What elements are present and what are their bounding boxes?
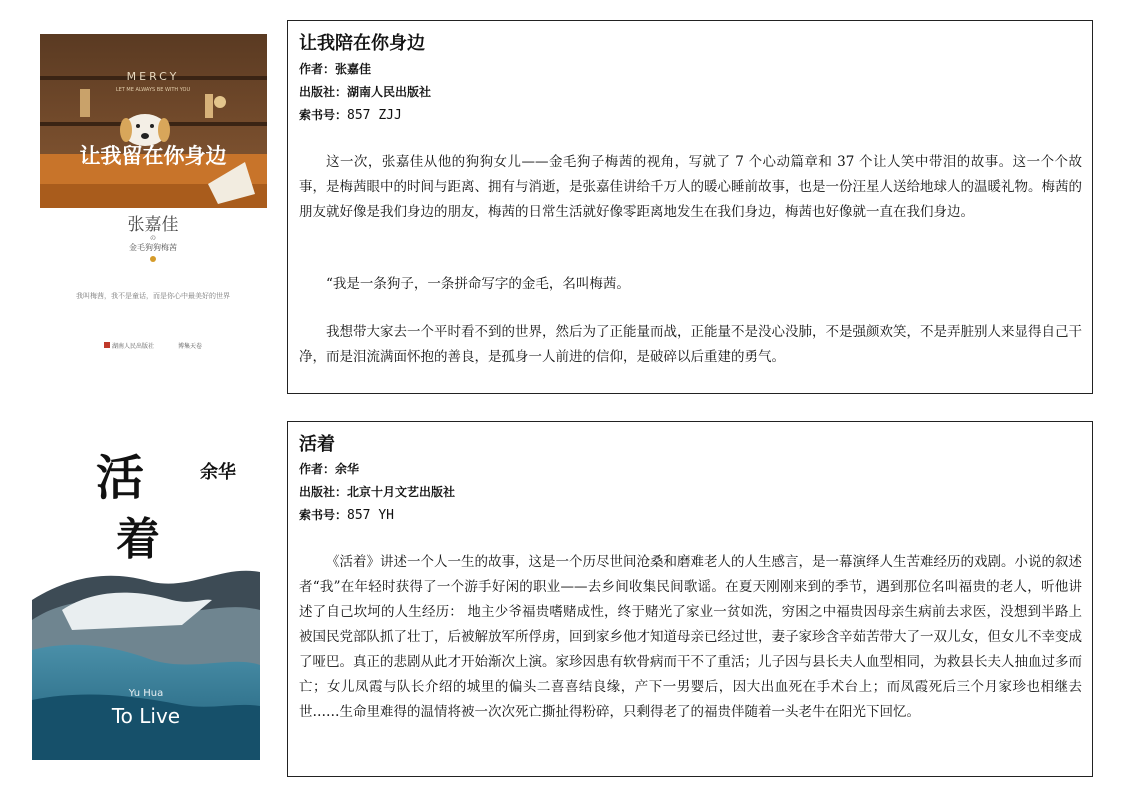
cover-author: 张嘉佳 bbox=[127, 215, 179, 235]
book-entry-1 bbox=[287, 20, 1093, 394]
description-paragraph: “我是一条狗子，一条拼命写字的金毛，名叫梅茜。 bbox=[326, 276, 630, 292]
publisher-label: 出版社： bbox=[299, 85, 348, 99]
publisher-line bbox=[299, 81, 431, 104]
call-number: 857 YH bbox=[347, 508, 394, 523]
call-number-line bbox=[299, 104, 431, 127]
book-title: 活着 bbox=[299, 434, 335, 455]
cover-dot bbox=[150, 256, 156, 262]
cover-title-2: 着 bbox=[116, 514, 160, 565]
book-cover-2 bbox=[32, 450, 260, 760]
book-meta bbox=[299, 58, 431, 127]
author-line bbox=[299, 58, 431, 81]
cover-author-pinyin: Yu Hua bbox=[128, 688, 164, 699]
description-paragraph: 我想带大家去一个平时看不到的世界，然后为了正能量而战，正能量不是没心没肺，不是强颜欢笑，不是弄脏别人来显得自己干净，而是泪流满面怀抱的善良，是孤身一人前进的信仰，是破碎以后重建的勇气。 bbox=[299, 324, 1082, 365]
publisher-line bbox=[299, 481, 455, 504]
book-meta bbox=[299, 458, 455, 527]
cover-tagline: 我叫梅茜，我不是童话，而是你心中最美好的世界 bbox=[76, 292, 230, 300]
book-entry-2 bbox=[287, 421, 1093, 777]
publisher-name: 北京十月文艺出版社 bbox=[347, 485, 456, 499]
book-title: 让我陪在你身边 bbox=[299, 33, 425, 54]
call-number-label: 索书号： bbox=[299, 508, 348, 522]
author-label: 作者： bbox=[299, 462, 336, 476]
cover-pub2: 博集天卷 bbox=[178, 343, 203, 350]
cover-small2: 金毛狗狗梅茜 bbox=[129, 243, 177, 252]
cover-small1: の bbox=[149, 235, 157, 242]
call-number-line bbox=[299, 504, 455, 527]
book-cover-1 bbox=[40, 34, 267, 364]
author-name: 余华 bbox=[335, 462, 360, 476]
call-number: 857 ZJJ bbox=[347, 108, 402, 123]
cover-mercy: MERCY bbox=[126, 70, 180, 83]
cover-title-1: 活 bbox=[95, 450, 145, 506]
publisher-name: 湖南人民出版社 bbox=[347, 85, 432, 99]
cover-title: 让我留在你身边 bbox=[79, 144, 227, 168]
publisher-label: 出版社： bbox=[299, 485, 348, 499]
author-line bbox=[299, 458, 455, 481]
cover-author-1: 余华 bbox=[200, 462, 236, 483]
cover-pub1: 湖南人民出版社 bbox=[112, 343, 155, 350]
description-paragraph: 《活着》讲述一个人一生的故事，这是一个历尽世间沧桑和磨难老人的人生感言，是一幕演绎人生苦难经历的戏剧。小说的叙述者“我”在年轻时获得了一个游手好闲的职业——去乡间收集民间歌谣。在夏天刚刚来到的季节，遇到那位名叫福贵的老人，听他讲述了自己坎坷的人生经历： 地主少爷福贵嗜赌成性，终于赌光了家业一贫如洗，穷困之中福贵因母亲生病前去求医，没想到半路上被国民党部队抓了壮丁，后被解放军所俘虏，回到家乡他才知道母亲已经过世，妻子家珍含辛茹苦带大了一双儿女，但女儿不幸变成了哑巴。真正的悲剧从此才开始渐次上演。家珍因患有软骨病而干不了重活；儿子因与县长夫人血型相同，为救县长夫人抽血过多而亡；女儿凤霞与队长介绍的城里的偏头二喜喜结良缘，产下一男婴后，因大出血死在手术台上；而凤霞死后三个月家珍也相继去世……生命里难得的温情将被一次次死亡撕扯得粉碎，只剩得老了的福贵伴随着一头老牛在阳光下回忆。 bbox=[299, 554, 1082, 720]
description-paragraph: 这一次，张嘉佳从他的狗狗女儿——金毛狗子梅茜的视角，写就了 7 个心动篇章和 37 个让人笑中带泪的故事。这一个个故事，是梅茜眼中的时间与距离、拥有与消逝，是张嘉佳讲给千万人的暖心睡前故事，也是一份汪星人送给地球人的温暖礼物。梅茜的朋友就好像是我们身边的朋友，梅茜的日常生活就好像零距离地发生在我们身边，梅茜也好像就一直在我们身边。 bbox=[299, 154, 1082, 220]
author-name: 张嘉佳 bbox=[335, 62, 372, 76]
call-number-label: 索书号： bbox=[299, 108, 348, 122]
cover-english-title: To Live bbox=[111, 704, 181, 728]
author-label: 作者： bbox=[299, 62, 336, 76]
cover-subtitle: LET ME ALWAYS BE WITH YOU bbox=[115, 87, 191, 93]
